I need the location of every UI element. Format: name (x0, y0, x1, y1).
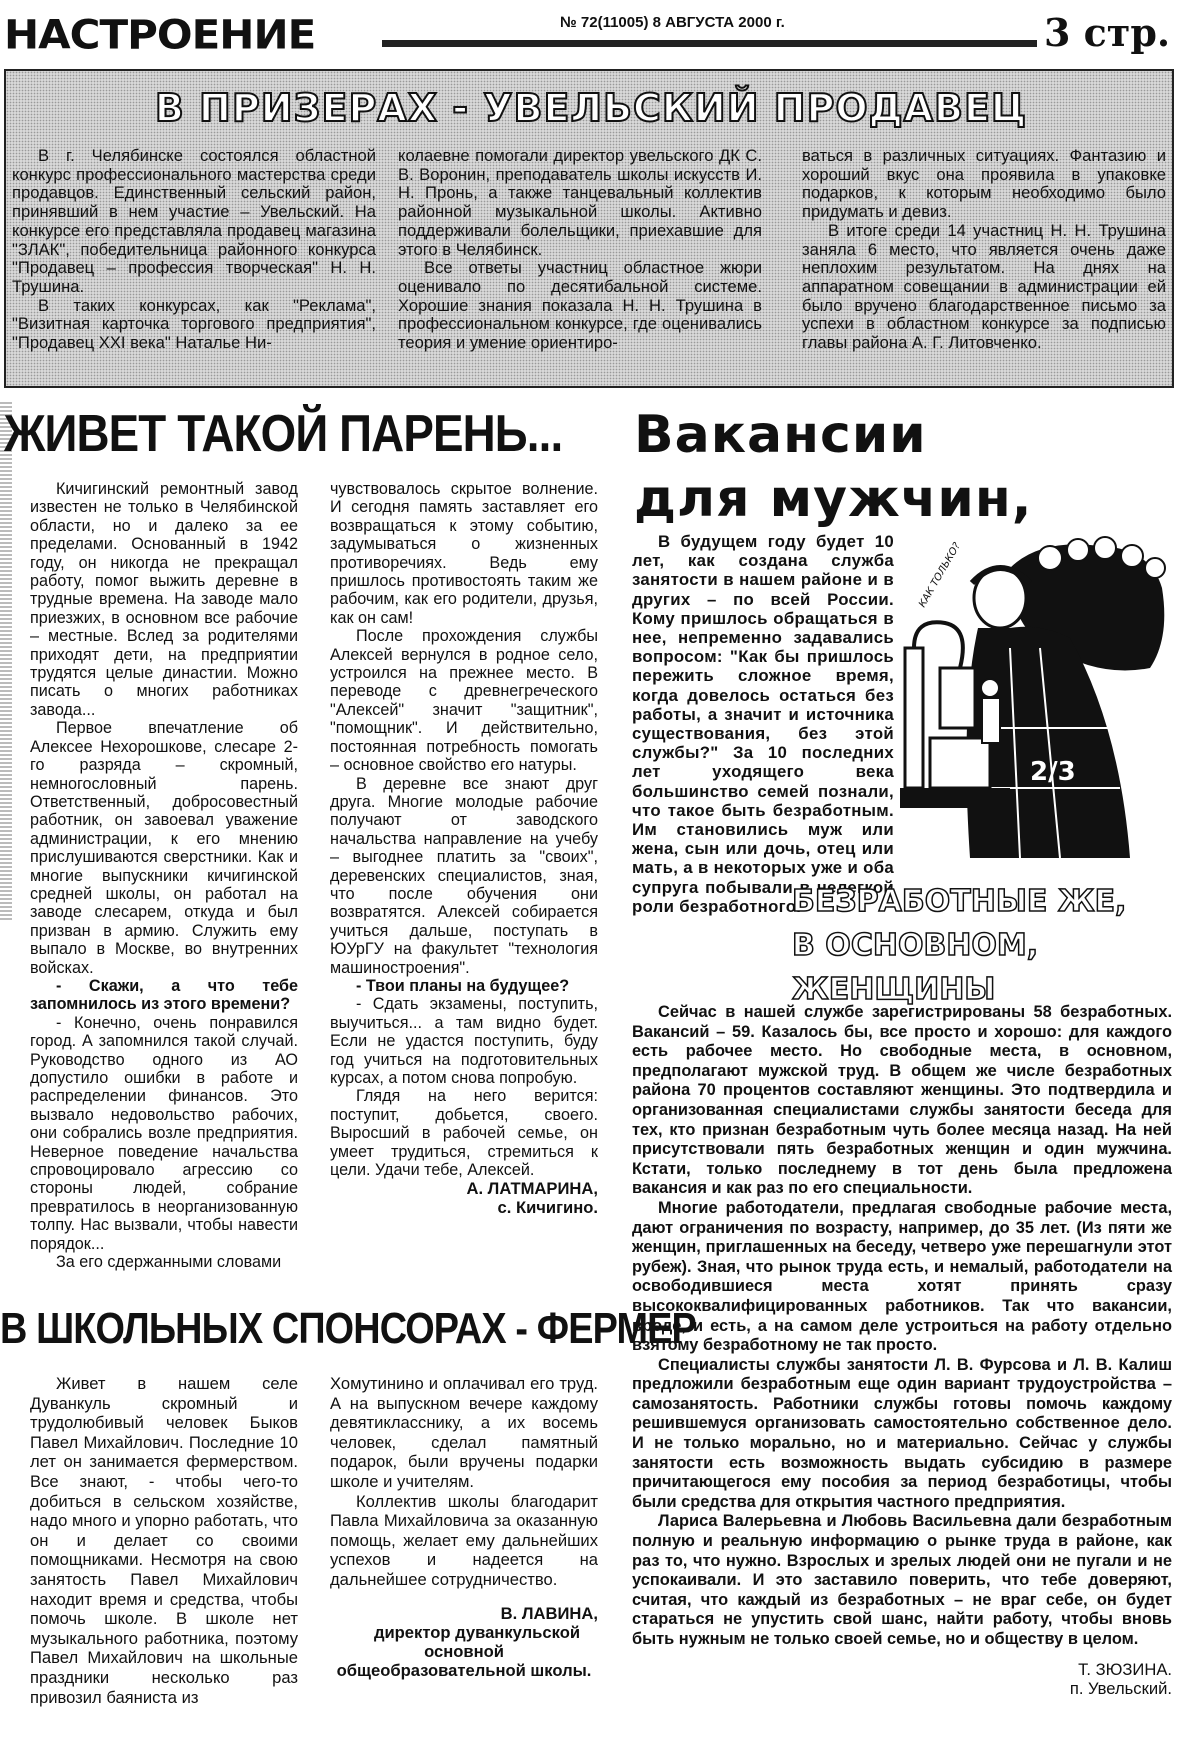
paragraph: Глядя на него верится: поступит, добьется, своего. Выросший в рабочей семье, он умеет трудиться, стремиться к цели. Удачи тебе, Алексей. (330, 1087, 598, 1180)
article-seller-box (4, 69, 1174, 388)
author-name: А. ЛАТМАРИНА, (466, 1179, 598, 1199)
article-guy-title: ЖИВЕТ ТАКОЙ ПАРЕНЬ... (4, 405, 563, 463)
column-gap (618, 400, 619, 1730)
author-place: с. Кичигино. (497, 1198, 598, 1218)
article-vacancies-intro (632, 532, 894, 916)
paragraph: Все ответы участниц областное жюри оценивало по десятибальной системе. Хорошие знания показала Н. Н. Трушина в профессиональном конкурсе, где оценивались теория и умение ориентиро- (398, 258, 762, 353)
paragraph: Первое впечатление об Алексее Нехорошкове, слесаре 2-го разряда – скромный, немногословный парень. Ответственный, добросовестный работник, он завоевал уважение администрации, к его мнению прислушиваются сверстники. Как и многие выпускники кичигинской средней школы, он работал на заводе слесарем, откуда и был призван в армию. Служить ему выпало в Москве, во внутренних войсках. (30, 719, 298, 977)
paragraph: За его сдержанными словами (56, 1253, 282, 1272)
subhead-line: В ОСНОВНОМ, ЖЕНЩИНЫ (792, 928, 1039, 1007)
paragraph: В итоге среди 14 участниц Н. Н. Трушина заняла 6 место, что является очень даже неплохим результатом. На днях на аппаратном совещании в администрации ей было вручено благодарственное письмо за успехи в областном конкурсе за подписью главы района А. Г. Литовченко. (802, 220, 1166, 353)
header-rule (382, 40, 1037, 47)
article-seller-col1 (12, 147, 376, 353)
paragraph: колаевне помогали директор увельского ДК С. В. Воронин, преподаватель школы искусств И. Н. Пронь, а также танцевальный коллектив районной музыкальной школы. Активно поддерживали болельщики, приехавшие для этого в Челябинск. (398, 146, 762, 259)
author-name: В. ЛАВИНА, (500, 1603, 598, 1623)
author-role: директор дуванкульской основной общеобразовательной школы. (336, 1622, 592, 1680)
paragraph: - Сдать экзамены, поступить, выучиться... а там видно будет. Если не удастся поступить, буду год учиться на подготовительных курсах, а потом снова попробую. (330, 995, 598, 1087)
subhead-line: БЕЗРАБОТНЫЕ ЖЕ, (792, 884, 1127, 919)
article-farmer-title: В ШКОЛЬНЫХ СПОНСОРАХ - ФЕРМЕР (0, 1304, 696, 1353)
article-seller-col3 (802, 147, 1166, 353)
svg-text:2/3: 2/3 (1030, 757, 1076, 787)
decorative-shade (0, 400, 12, 920)
illustration-caption: КАК ТОЛЬКО? (917, 540, 964, 610)
page-number: 3 стр. (1044, 10, 1171, 55)
article-guy-col2 (330, 480, 598, 1217)
article-vacancies-body (632, 1003, 1172, 1698)
section-masthead: НАСТРОЕНИЕ (4, 11, 316, 58)
paragraph: В будущем году будет 10 лет, как создана служба занятости в нашем районе и в других – по всей России. Кому пришлось обращаться в нее, непременно задавались вопросом: "Как бы пришлось пережить сложное время, когда довелось остаться без работы, а значит и источника существования, без этой службы?" За 10 последних лет уходящего века большинство семей познали, что такое быть безработным. Им становились муж или жена, сын или дочь, отец или мать, а в некоторых уже и оба супруга побывали в нелегкой роли безработного. (632, 532, 894, 916)
question: - Скажи, а что тебе запомнилось из этого времени? (30, 976, 298, 1014)
paragraph: В таких конкурсах, как "Реклама", "Визитная карточка торгового предприятия", "Продавец XXI века" Наталье Ни- (12, 295, 376, 353)
paragraph: Кичигинский ремонтный завод известен не только в Челябинской области, но и далеко за ее пределами. Основанный в 1942 году, он никогда не прекращал работу, помог выжить деревне в трудные времена. На заводе мало приезжих, в основном все рабочие – местные. Вслед за родителями приходят дети, на предприятии трудятся целые династии. Можно писать о многих работниках завода... (30, 480, 298, 719)
article-farmer-col1 (30, 1374, 298, 1707)
author-name: Т. ЗЮЗИНА. (1078, 1659, 1172, 1679)
issue-info: № 72(11005) 8 АВГУСТА 2000 г. (560, 14, 785, 31)
paragraph: Многие работодатели, предлагая свободные рабочие места, дают ограничения по возрасту, например, до 35 лет. (Из пяти же женщин, приглашенных на беседу, четверо уже перешагнули этот рубеж). Зная, что рынок труда есть, и немалый, работодатели на освободившиеся места хотят принять сразу высококвалифицированных работников. Так что вакансии, вроде, и есть, а на самом деле устроиться на работу отдельно взятому безработному не так просто. (632, 1198, 1172, 1355)
article-farmer-col2 (330, 1374, 598, 1680)
article-guy-col1 (30, 480, 298, 1271)
paragraph: В деревне все знают друг друга. Многие молодые рабочие получают от заводского начальства направление на учебу – выгоднее платить за "своих", деревенских специалистов, зная, что после обучения они возвратятся. Алексей собирается учиться дальше, поступать в ЮУрГУ на факультет "технология машиностроения". (330, 774, 598, 977)
paragraph: - Конечно, очень понравился город. А запомнился такой случай. Руководство одного из АО допустило ошибки в работе и распределении финансов. Это вызвало недовольство рабочих, они собрались возле предприятия. Неверное поведение начальства спровоцировало агрессию со стороны людей, собрание превратилось в неорганизованную толпу. Нас вызвали, чтобы навести порядок... (30, 1013, 298, 1253)
article-vacancies-subhead (792, 880, 1181, 1012)
paragraph: Коллектив школы благодарит Павла Михайловича за оказанную помощь, желает ему дальнейших успехов и надеется на дальнейшее сотрудничество. (330, 1491, 598, 1589)
title-line: для мужчин, (634, 469, 1033, 529)
paragraph: ваться в различных ситуациях. Фантазию и хороший вкус она проявила в упаковке подарков, к которым необходимо было придумать и девиз. (802, 146, 1166, 222)
job-seekers-illustration (900, 528, 1175, 873)
paragraph: В г. Челябинске состоялся областной конкурс профессионального мастерства среди продавцов. Единственный сельский район, принявший в нем участие – Увельский. На конкурсе его представляла продавец магазина "ЗЛАК", победительница районного конкурса "Продавец – профессия творческая" Н. Н. Трушина. (12, 146, 376, 296)
title-line: Вакансии (634, 405, 927, 465)
author-place: п. Увельский. (1069, 1678, 1172, 1698)
paragraph: Лариса Валерьевна и Любовь Васильевна дали безработным полную и реальную информацию о рынке труда в районе, как раз то, что нужно. Взрослых и зрелых людей они не пугали и не успокаивали. И это заставило поверить, что тебе доверяют, считая, что каждый из безработных – не враг себе, он будет стараться не упустить свой шанс, найти работу, чтобы вновь быть нужным не только своей семье, но и обществу в целом. (632, 1512, 1172, 1648)
question: - Твои планы на будущее? (356, 976, 570, 995)
paragraph: Специалисты службы занятости Л. В. Фурсова и Л. В. Калиш предложили безработным еще один вариант трудоустройства – самозанятость. Работники службы готовы помочь каждому решившемуся организовать самостоятельно собственное дело. И не только морально, но и материально. Сейчас у службы занятости есть возможность выдать субсидию в размере причитающегося ему пособия за период безработицы, чтобы были средства для открытия частного предприятия. (632, 1355, 1172, 1511)
article-seller-title: В ПРИЗЕРАХ - УВЕЛЬСКИЙ ПРОДАВЕЦ (154, 86, 1028, 130)
article-vacancies-title (634, 403, 1033, 531)
paragraph: Хомутинино и оплачивал его труд. А на выпускном вечере каждому девятикласснику, а их восемь человек, сделал памятный подарок, были вручены подарки школе и учителям. (330, 1374, 598, 1491)
article-seller-col2 (398, 147, 762, 353)
paragraph: чувствовалось скрытое волнение. И сегодня память заставляет его возвращаться к этому событию, задумываться о жизненных противоречиях. Ведь ему пришлось противостоять таким же рабочим, как его родители, друзья, как он сам! (330, 480, 598, 627)
paragraph: После прохождения службы Алексей вернулся в родное село, устроился на прежнее место. В переводе с древнегреческого "Алексей" значит "защитник", "помощник". И действительно, постоянная потребность помогать – основное свойство его натуры. (330, 627, 598, 775)
paragraph: Живет в нашем селе Дуванкуль скромный и трудолюбивый человек Быков Павел Михайлович. Последние 10 лет он занимается фермерством. Все знают, - чтобы чего-то добиться в сельском хозяйстве, надо много и упорно работать, что он и делает со своими помощниками. Несмотря на свою занятость Павел Михайлович находит время и средства, чтобы помочь школе. В школе нет музыкального работника, поэтому Павел Михайлович на школьные праздники несколько раз привозил баяниста из (30, 1374, 298, 1707)
paragraph: Сейчас в нашей службе зарегистрированы 58 безработных. Вакансий – 59. Казалось бы, все просто и хорошо: для каждого есть рабочее место. Но свободные места, в основном, предполагают мужской труд. В общем же числе безработных района 70 процентов составляют женщины. Это подтвердила и организованная специалистами службы занятости беседа для тех, кто признан безработным чуть более месяца назад. На ней присутствовали пять безработных женщин и один мужчина. Кстати, только последнему в тот день была предложена вакансия и как раз по его специальности. (632, 1003, 1172, 1198)
